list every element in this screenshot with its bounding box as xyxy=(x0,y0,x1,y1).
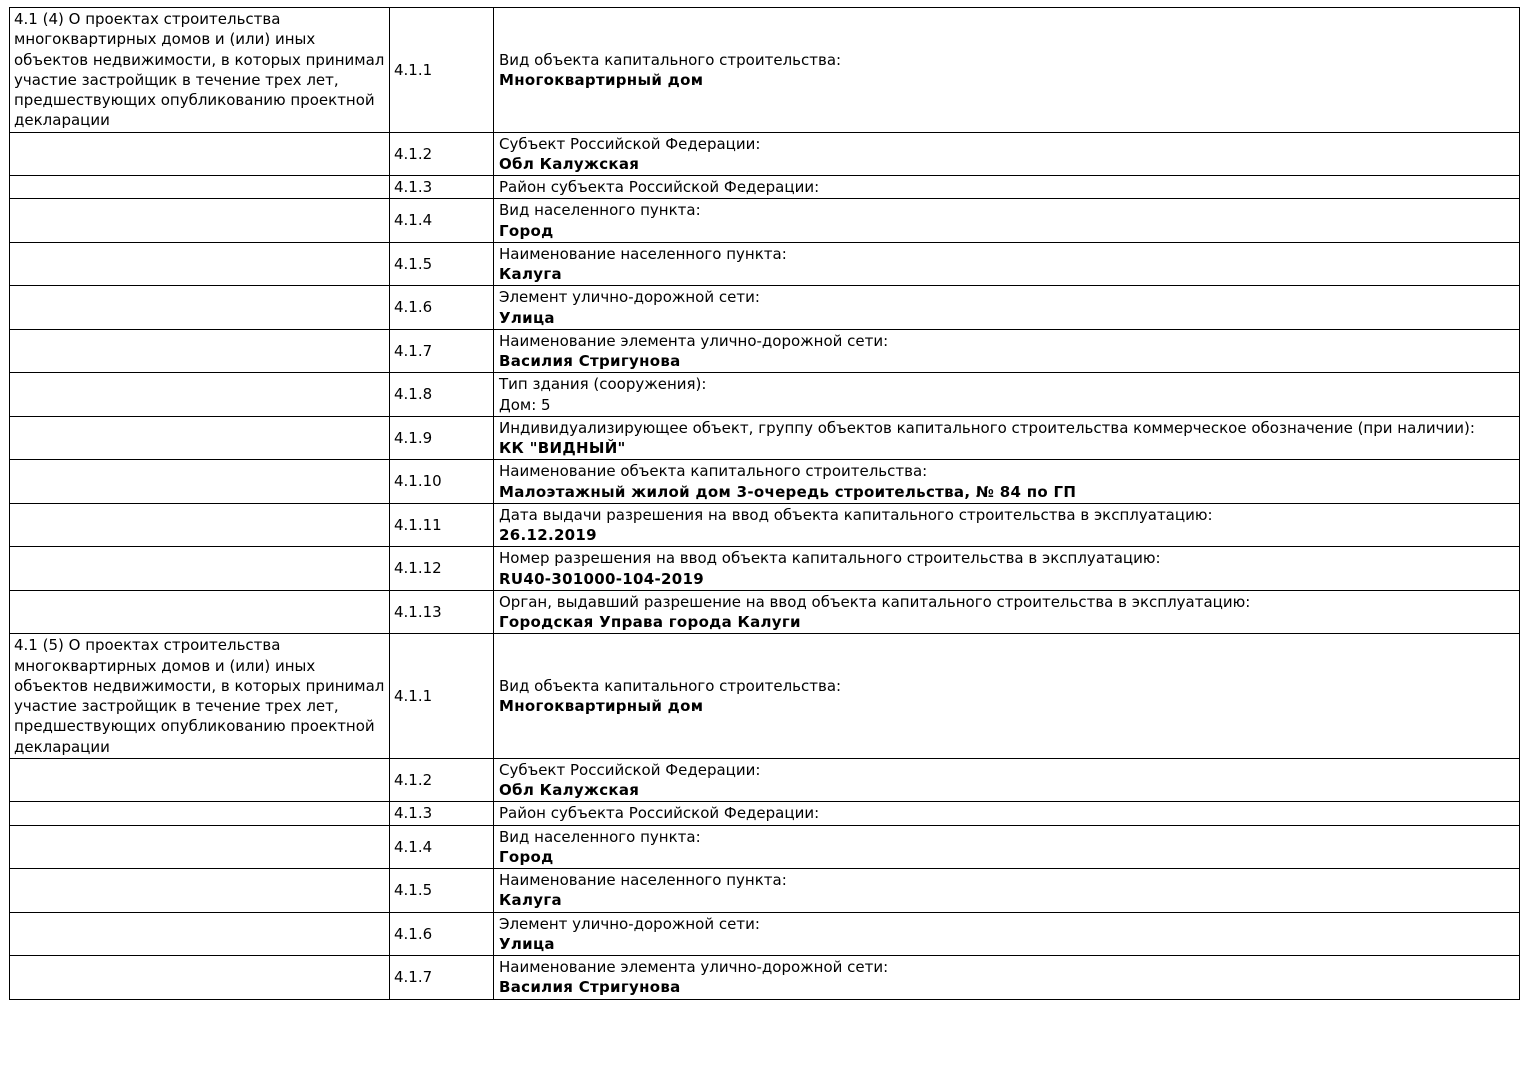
field-value: Калуга xyxy=(499,891,562,910)
item-number: 4.1.7 xyxy=(390,956,494,1000)
table-row xyxy=(10,956,1520,1000)
item-number: 4.1.1 xyxy=(390,634,494,759)
empty-cell xyxy=(10,590,390,634)
empty-cell xyxy=(10,176,390,199)
item-number: 4.1.3 xyxy=(390,176,494,199)
item-number: 4.1.2 xyxy=(390,132,494,176)
field-value: RU40-301000-104-2019 xyxy=(499,569,704,588)
field-label: Наименование объекта капитального строительства: xyxy=(499,462,928,481)
table-row xyxy=(10,416,1520,460)
field-value: Улица xyxy=(499,934,555,953)
field-value: Многоквартирный дом xyxy=(499,70,704,89)
field-value: Обл Калужская xyxy=(499,154,640,173)
empty-cell xyxy=(10,286,390,330)
table-row xyxy=(10,802,1520,825)
field-value: 26.12.2019 xyxy=(499,526,597,544)
item-number: 4.1.4 xyxy=(390,199,494,243)
field-label: Вид объекта капитального строительства: xyxy=(499,676,842,695)
field-cell xyxy=(494,460,1520,504)
table-row xyxy=(10,590,1520,634)
empty-cell xyxy=(10,758,390,802)
item-number: 4.1.10 xyxy=(390,460,494,504)
table-row xyxy=(10,132,1520,176)
table-row xyxy=(10,825,1520,869)
field-label: Элемент улично-дорожной сети: xyxy=(499,914,760,933)
empty-cell xyxy=(10,825,390,869)
table-row xyxy=(10,199,1520,243)
table-row xyxy=(10,329,1520,373)
field-cell xyxy=(494,286,1520,330)
item-number: 4.1.2 xyxy=(390,758,494,802)
empty-cell xyxy=(10,869,390,913)
item-number: 4.1.3 xyxy=(390,802,494,825)
table-row xyxy=(10,503,1520,547)
field-value: Город xyxy=(499,221,554,240)
item-number: 4.1.13 xyxy=(390,590,494,634)
empty-cell xyxy=(10,329,390,373)
item-number: 4.1.6 xyxy=(390,912,494,956)
field-label: Район субъекта Российской Федерации: xyxy=(499,804,820,823)
field-value: Городская Управа города Калуги xyxy=(499,613,801,631)
field-cell xyxy=(494,8,1520,133)
table-row xyxy=(10,176,1520,199)
field-cell xyxy=(494,132,1520,176)
table-row xyxy=(10,286,1520,330)
field-cell xyxy=(494,869,1520,913)
field-label: Наименование населенного пункта: xyxy=(499,244,787,263)
field-cell xyxy=(494,547,1520,591)
item-number: 4.1.5 xyxy=(390,869,494,913)
section-description: 4.1 (5) О проектах строительства многоквартирных домов и (или) иных объектов недвижимости, в которых принимал участие застройщик в течение трех лет, предшествующих опубликованию проектной декларации xyxy=(10,634,390,759)
field-value: Город xyxy=(499,847,554,866)
empty-cell xyxy=(10,503,390,547)
field-label: Субъект Российской Федерации: xyxy=(499,760,761,779)
declaration-table-body xyxy=(10,8,1520,1000)
table-row xyxy=(10,912,1520,956)
field-label: Вид населенного пункта: xyxy=(499,827,701,846)
item-number: 4.1.6 xyxy=(390,286,494,330)
empty-cell xyxy=(10,547,390,591)
field-cell xyxy=(494,956,1520,1000)
field-cell xyxy=(494,802,1520,825)
item-number: 4.1.4 xyxy=(390,825,494,869)
item-number: 4.1.1 xyxy=(390,8,494,133)
item-number: 4.1.7 xyxy=(390,329,494,373)
table-row xyxy=(10,373,1520,417)
empty-cell xyxy=(10,956,390,1000)
item-number: 4.1.11 xyxy=(390,503,494,547)
table-row xyxy=(10,547,1520,591)
field-label: Дата выдачи разрешения на ввод объекта капитального строительства в эксплуатацию: xyxy=(499,505,1213,524)
field-label: Орган, выдавший разрешение на ввод объекта капитального строительства в эксплуатацию: xyxy=(499,592,1251,611)
item-number: 4.1.9 xyxy=(390,416,494,460)
table-row xyxy=(10,242,1520,286)
field-cell xyxy=(494,590,1520,634)
field-cell xyxy=(494,416,1520,460)
item-number: 4.1.8 xyxy=(390,373,494,417)
field-label: Субъект Российской Федерации: xyxy=(499,134,761,153)
table-row xyxy=(10,634,1520,759)
field-value: Василия Стригунова xyxy=(499,978,681,997)
field-cell xyxy=(494,242,1520,286)
field-value: Многоквартирный дом xyxy=(499,697,704,715)
empty-cell xyxy=(10,912,390,956)
empty-cell xyxy=(10,373,390,417)
field-cell xyxy=(494,758,1520,802)
field-value: Малоэтажный жилой дом 3-очередь строительства, № 84 по ГП xyxy=(499,482,1077,501)
field-label: Наименование населенного пункта: xyxy=(499,871,787,889)
empty-cell xyxy=(10,802,390,825)
field-cell xyxy=(494,199,1520,243)
field-cell xyxy=(494,634,1520,759)
field-label: Вид населенного пункта: xyxy=(499,201,701,220)
table-row xyxy=(10,758,1520,802)
empty-cell xyxy=(10,132,390,176)
field-value: Улица xyxy=(499,308,555,327)
declaration-table xyxy=(9,7,1520,1000)
field-label: Индивидуализирующее объект, группу объектов капитального строительства коммерческое обозначение (при наличии): xyxy=(499,418,1475,437)
empty-cell xyxy=(10,460,390,504)
table-row xyxy=(10,8,1520,133)
field-label: Наименование элемента улично-дорожной сети: xyxy=(499,958,889,976)
table-row xyxy=(10,869,1520,913)
empty-cell xyxy=(10,242,390,286)
item-number: 4.1.5 xyxy=(390,242,494,286)
section-description: 4.1 (4) О проектах строительства многоквартирных домов и (или) иных объектов недвижимости, в которых принимал участие застройщик в течение трех лет, предшествующих опубликованию проектной декларации xyxy=(10,8,390,133)
field-value: КК "ВИДНЫЙ" xyxy=(499,439,626,457)
field-cell xyxy=(494,503,1520,547)
empty-cell xyxy=(10,199,390,243)
field-value: Дом: 5 xyxy=(499,395,551,414)
field-label: Номер разрешения на ввод объекта капитального строительства в эксплуатацию: xyxy=(499,549,1161,568)
field-label: Вид объекта капитального строительства: xyxy=(499,50,842,69)
field-cell xyxy=(494,912,1520,956)
field-label: Тип здания (сооружения): xyxy=(499,375,707,394)
field-value: Обл Калужская xyxy=(499,781,640,799)
item-number: 4.1.12 xyxy=(390,547,494,591)
field-label: Район субъекта Российской Федерации: xyxy=(499,178,820,196)
field-cell xyxy=(494,373,1520,417)
field-value: Василия Стригунова xyxy=(499,352,681,370)
field-label: Наименование элемента улично-дорожной сети: xyxy=(499,331,889,350)
field-cell xyxy=(494,329,1520,373)
empty-cell xyxy=(10,416,390,460)
field-value: Калуга xyxy=(499,265,562,283)
field-cell xyxy=(494,176,1520,199)
field-cell xyxy=(494,825,1520,869)
table-row xyxy=(10,460,1520,504)
field-label: Элемент улично-дорожной сети: xyxy=(499,288,760,307)
